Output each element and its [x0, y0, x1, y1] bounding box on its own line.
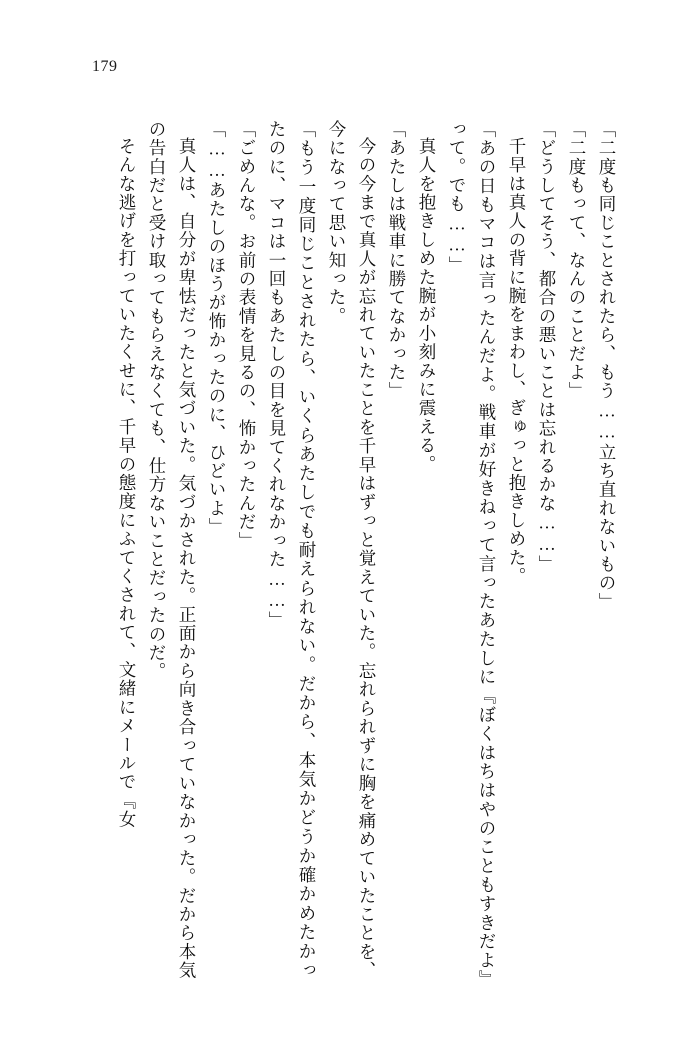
- page-body-text: [74, 120, 622, 980]
- body-paragraph: 「どうしてそう、都合の悪いことは忘れるかな……」: [537, 120, 557, 574]
- body-paragraph: 千早は真人の背に腕をまわし、ぎゅっと抱きしめた。: [507, 137, 527, 586]
- body-paragraph: 真人は、自分が卑怯だったと気づいた。気づかされた。正面から向き合っていなかった。だから本気の告白だと受け取ってもらえなくても、仕方ないことだったのだ。: [147, 120, 197, 980]
- body-paragraph: 「二度も同じことされたら、もう……立ち直れないもの」: [597, 120, 617, 612]
- body-paragraph: 「ごめんな。お前の表情を見るの、怖かったんだ」: [237, 120, 257, 551]
- body-paragraph: そんな逃げを打っていたくせに、千早の態度にふてくされて、文緒にメールで『女: [117, 137, 137, 829]
- body-paragraph: 真人を抱きしめた腕が小刻みに震える。: [417, 137, 437, 474]
- body-paragraph: 「二度もって、なんのことだよ」: [567, 120, 587, 401]
- page-number: 179: [92, 58, 118, 75]
- body-paragraph: 「あたしは戦車に勝てなかった」: [387, 120, 407, 401]
- body-paragraph: 「……あたしのほうが怖かったのに、ひどいよ」: [207, 120, 227, 537]
- body-paragraph: 「もう一度同じことされたら、いくらあたしでも耐えられない。だから、本気かどうか確かめたかったのに、マコは一回もあたしの目を見てくれなかった……」: [267, 120, 317, 980]
- body-paragraph: 今の今まで真人が忘れていたことを千早はずっと覚えていた。忘れられずに胸を痛めていたことを、今になって思い知った。: [327, 120, 377, 980]
- body-paragraph: 「あの日もマコは言ったんだよ。戦車が好きねって言ったあたしに『ぼくはちはやのこともすきだよ』って。でも……」: [447, 120, 497, 980]
